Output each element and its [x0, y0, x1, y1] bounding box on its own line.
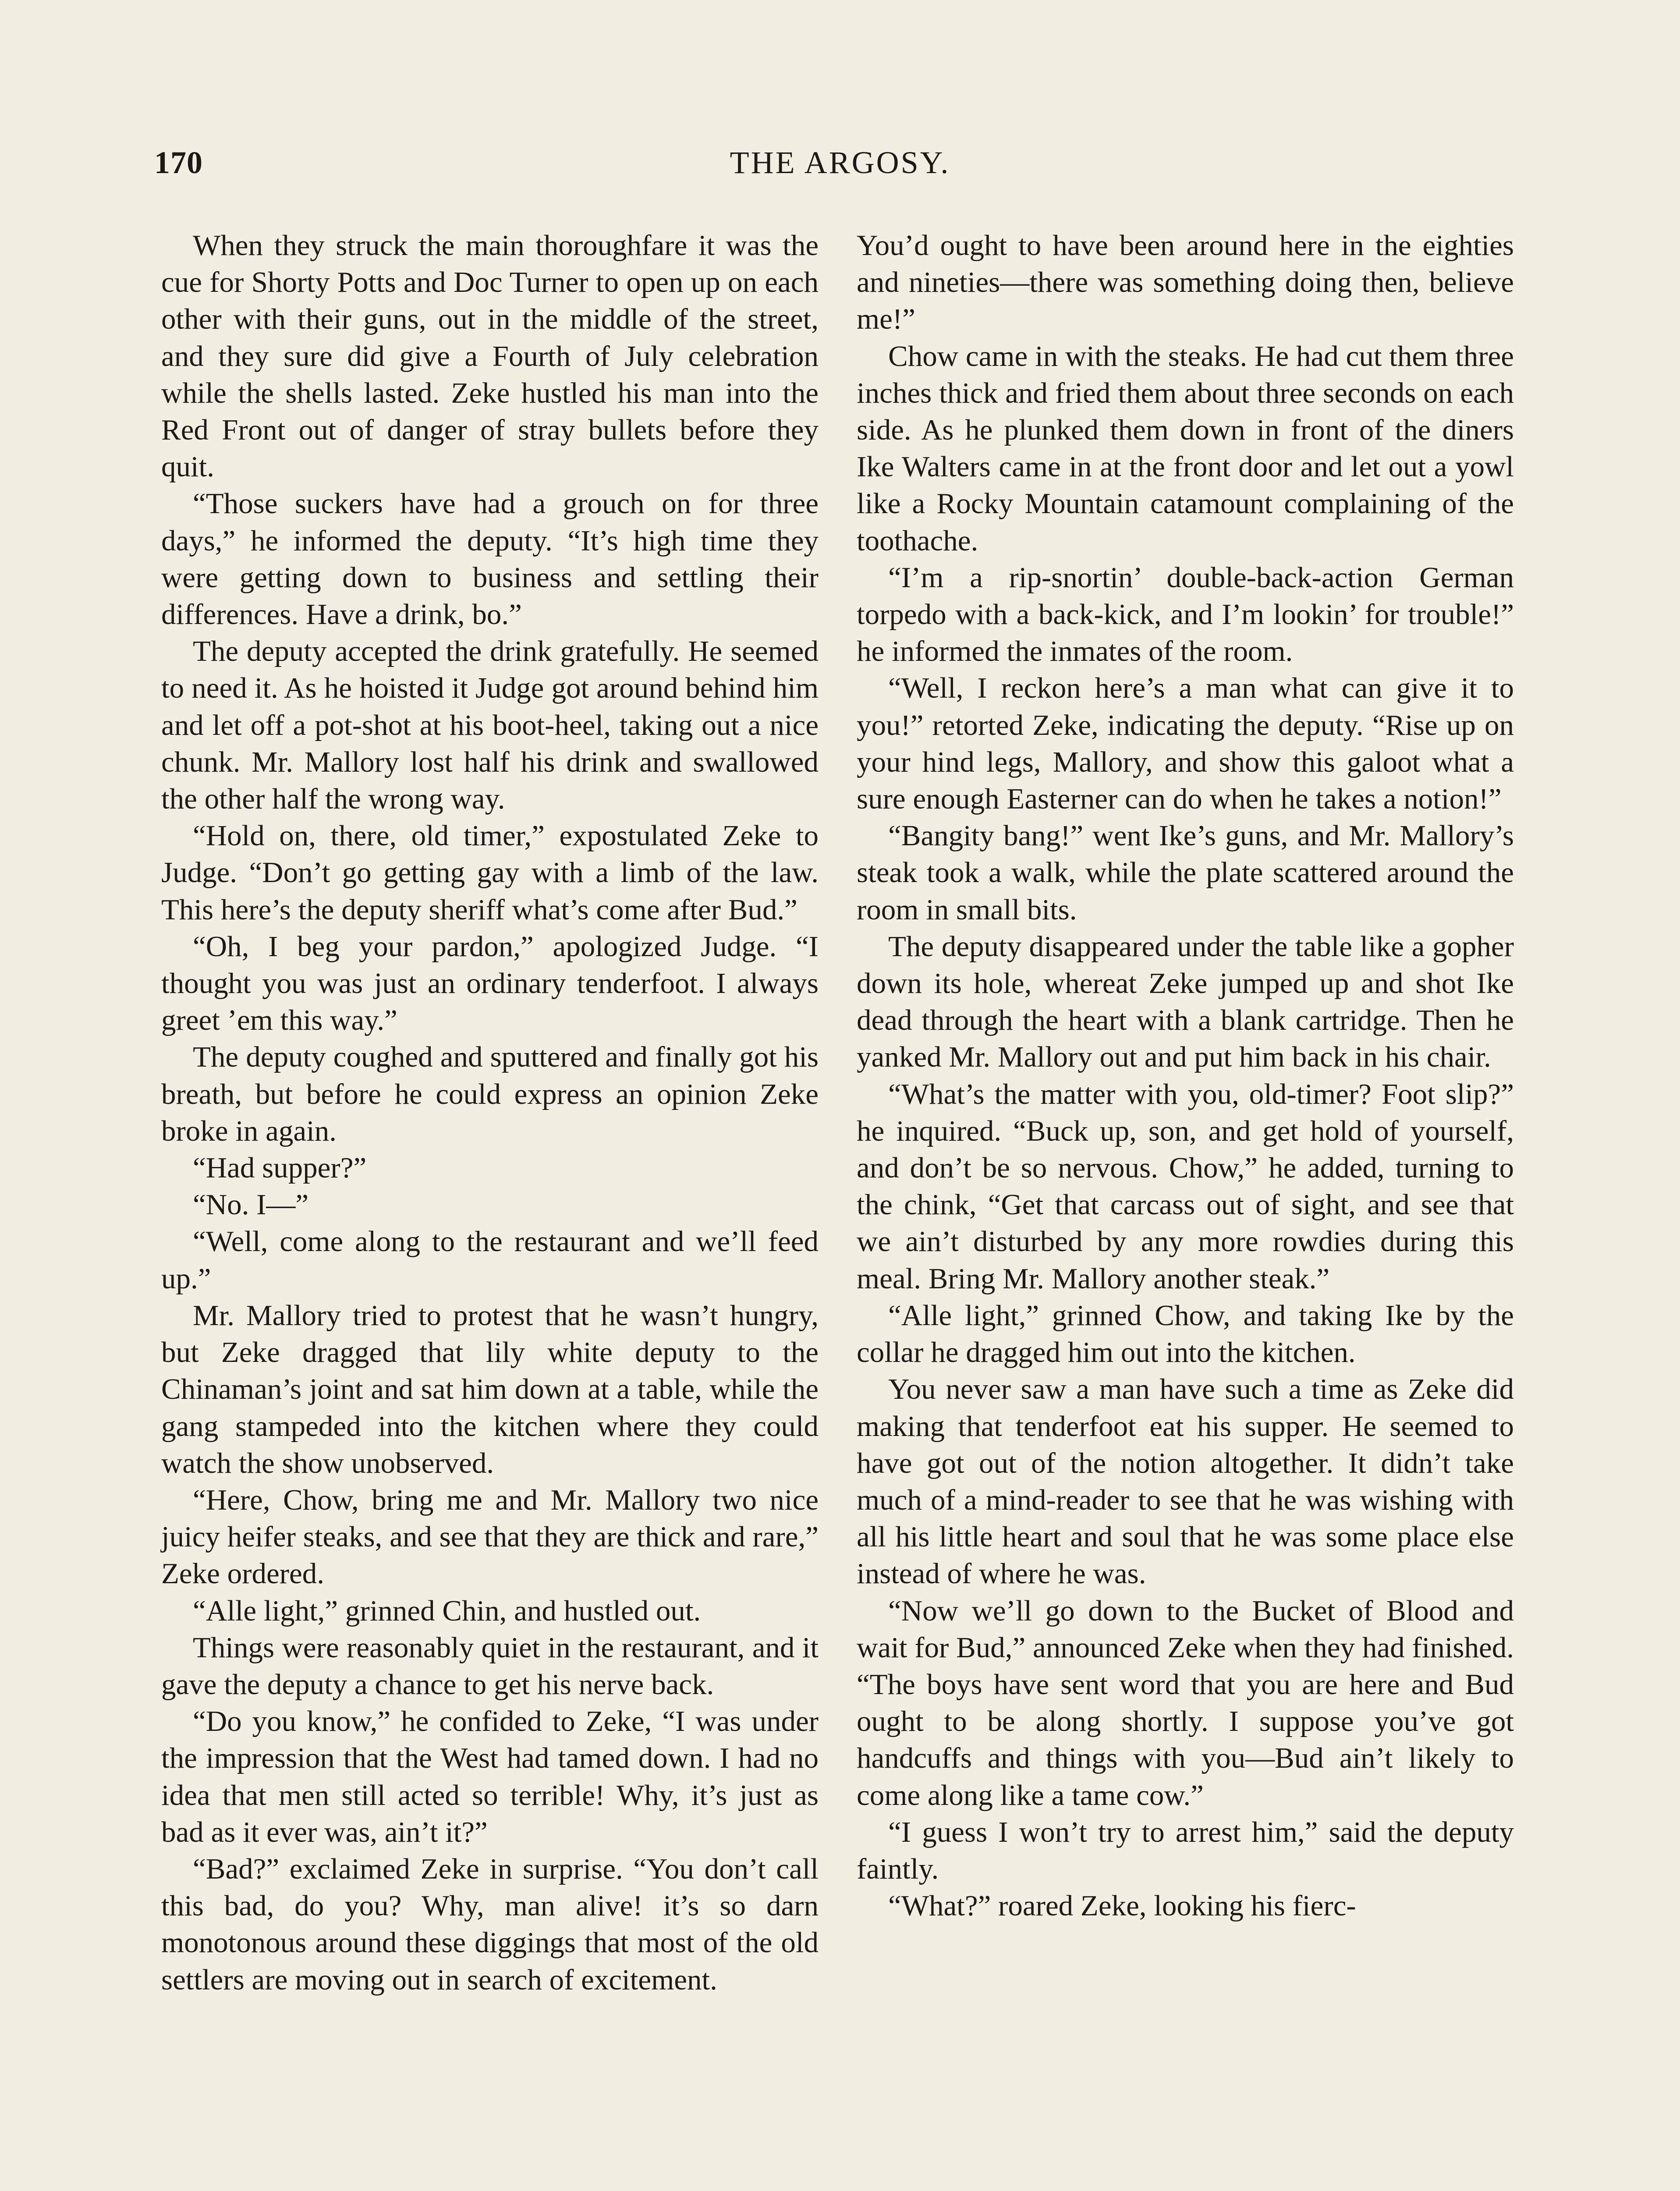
paragraph: Things were reasonably quiet in the restaurant, and it gave the deputy a chance to get his nerve back. [161, 1631, 819, 1701]
page-number: 170 [154, 145, 203, 180]
paragraph: Chow came in with the steaks. He had cut them three inches thick and fried them about three seconds on each side. As he plunked them down in front of the diners Ike Walters came in at the front door and let out a yowl like a Rocky Mountain catamount complaining of the toothache. [857, 340, 1514, 557]
paragraph: “Alle light,” grinned Chin, and hustled out. [193, 1594, 701, 1627]
paragraph: “Alle light,” grinned Chow, and taking Ike by the collar he dragged him out into the kitchen. [857, 1299, 1514, 1369]
paragraph: “Had supper?” [193, 1152, 367, 1184]
left-column [161, 227, 819, 1998]
paragraph: “Hold on, there, old timer,” expostulated Zeke to Judge. “Don’t go getting gay with a limb of the law. This here’s the deputy sheriff what’s come after Bud.” [161, 819, 819, 926]
paragraph: When they struck the main thoroughfare it was the cue for Shorty Potts and Doc Turner to open up on each other with their guns, out in the middle of the street, and they sure did give a Fourth of July celebration while the shells lasted. Zeke hustled his man into the Red Front out of danger of stray bullets before they quit. [161, 229, 819, 483]
paragraph: “Here, Chow, bring me and Mr. Mallory two nice juicy heifer steaks, and see that they are thick and rare,” Zeke ordered. [161, 1483, 819, 1590]
paragraph: “Those suckers have had a grouch on for three days,” he informed the deputy. “It’s high time they were getting down to business and settling their differences. Have a drink, bo.” [161, 487, 819, 631]
paragraph-continued: You’d ought to have been around here in the eighties and nineties—there was something doing then, believe me!” [857, 229, 1514, 336]
paragraph: “Now we’ll go down to the Bucket of Blood and wait for Bud,” announced Zeke when they had finished. “The boys have sent word that you are here and Bud ought to be along shortly. I suppose you’ve got handcuffs and things with you—Bud ain’t likely to come along like a tame cow.” [857, 1594, 1514, 1812]
paragraph: The deputy disappeared under the table like a gopher down its hole, whereat Zeke jumped up and shot Ike dead through the heart with a blank cartridge. Then he yanked Mr. Mallory out and put him back in his chair. [857, 930, 1514, 1074]
paragraph: “Bad?” exclaimed Zeke in surprise. “You don’t call this bad, do you? Why, man alive! it’s so darn monotonous around these diggings that most of the old settlers are moving out in search of excitement. [161, 1852, 819, 1996]
running-title: THE ARGOSY. [730, 145, 950, 180]
paragraph: “What’s the matter with you, old-timer? Foot slip?” he inquired. “Buck up, son, and get hold of yourself, and don’t be so nervous. Chow,” he added, turning to the chink, “Get that carcass out of sight, and see that we ain’t disturbed by any more rowdies during this meal. Bring Mr. Mallory another steak.” [857, 1078, 1514, 1295]
right-column [857, 227, 1514, 1924]
paragraph: “No. I—” [193, 1188, 309, 1221]
paragraph: “What?” roared Zeke, looking his fierc- [888, 1890, 1356, 1922]
paragraph: “I guess I won’t try to arrest him,” said the deputy faintly. [857, 1815, 1514, 1885]
paragraph: “Bangity bang!” went Ike’s guns, and Mr. Mallory’s steak took a walk, while the plate scattered around the room in small bits. [857, 819, 1514, 926]
paragraph: “Do you know,” he confided to Zeke, “I was under the impression that the West had tamed down. I had no idea that men still acted so terrible! Why, it’s just as bad as it ever was, ain’t it?” [161, 1705, 819, 1848]
paragraph: “Oh, I beg your pardon,” apologized Judge. “I thought you was just an ordinary tenderfoot. I always greet ’em this way.” [161, 930, 819, 1037]
paragraph: “Well, I reckon here’s a man what can give it to you!” retorted Zeke, indicating the deputy. “Rise up on your hind legs, Mallory, and show this galoot what a sure enough Easterner can do when he takes a notion!” [857, 672, 1514, 815]
paragraph: You never saw a man have such a time as Zeke did making that tenderfoot eat his supper. He seemed to have got out of the notion altogether. It didn’t take much of a mind-reader to see that he was wishing with all his little heart and soul that he was some place else instead of where he was. [857, 1373, 1514, 1590]
paragraph: “Well, come along to the restaurant and we’ll feed up.” [161, 1225, 819, 1295]
paragraph: Mr. Mallory tried to protest that he wasn’t hungry, but Zeke dragged that lily white deputy to the Chinaman’s joint and sat him down at a table, while the gang stampeded into the kitchen where they could watch the show unobserved. [161, 1299, 819, 1479]
paragraph: The deputy accepted the drink gratefully. He seemed to need it. As he hoisted it Judge got around behind him and let off a pot-shot at his boot-heel, taking out a nice chunk. Mr. Mallory lost half his drink and swallowed the other half the wrong way. [161, 635, 819, 815]
paragraph: The deputy coughed and sputtered and finally got his breath, but before he could express an opinion Zeke broke in again. [161, 1041, 819, 1147]
paragraph: “I’m a rip-snortin’ double-back-action German torpedo with a back-kick, and I’m lookin’ for trouble!” he informed the inmates of the room. [857, 561, 1514, 668]
